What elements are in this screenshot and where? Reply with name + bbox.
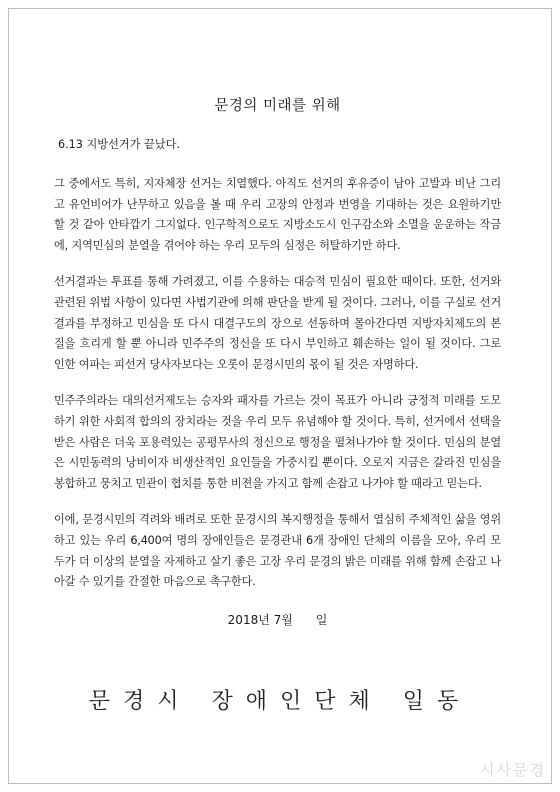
document-body — [54, 94, 501, 628]
document-title: 문경의 미래를 위해 — [214, 98, 341, 114]
paragraph-2: 선거결과는 투표를 통해 가려졌고, 이를 수용하는 대승적 민심이 필요한 때이다. 또한, 선거와 관련된 위법 사항이 있다면 사법기관에 의해 판단을 받게 될 것이다. 그러나, 이를 구실로 선거결과를 부정하고 민심을 또 다시 대결구도의 장으로 선동하며 몰아간다면 지방자치제도의 본질을 흐리게 할 뿐 아니라 민주주의 정신을 또 다시 부인하고 훼손하는 일이 될 것이다. 그로 인한 여파는 피선거 당사자보다는 오롯이 문경시민의 몫이 될 것은 자명하다. — [54, 275, 501, 371]
lead-sentence: 6.13 지방선거가 끝났다. — [58, 138, 181, 151]
paragraph-3: 민주주의라는 대의선거제도는 승자와 패자를 가르는 것이 목표가 아니라 긍정적 미래를 도모하기 위한 사회적 합의의 장치라는 것을 우리 모두 유념해야 할 것이다. 특히, 선거에서 선택을 받은 사람은 더욱 포용력있는 공평무사의 정신으로 행정을 펼쳐나가야 할 것이다. 민심의 분열은 시민동력의 낭비이자 비생산적인 요인들을 가중시킬 뿐이다. 오로지 지금은 갈라진 민심을 봉합하고 뭉치고 민관이 협치를 통한 비젼을 가지고 함께 손잡고 나가야 할 때라고 믿는다. — [54, 394, 501, 490]
paragraph-1: 그 중에서도 특히, 지자체장 선거는 치열했다. 아직도 선거의 후유증이 남아 고발과 비난 그리고 유언비어가 난무하고 있음을 볼 때 우리 고장의 안정과 번영을 기대하는 것은 요원하기만 할 것 같아 안타깝기 그지없다. 인구학적으로도 지방소도시 인구감소와 소멸을 운운하는 작금에, 지역민심의 분열을 겪어야 하는 우리 모두의 심정은 허탈하기만 하다. — [54, 177, 501, 252]
signature-line: 문경시 장애인단체 일동 — [88, 689, 472, 714]
document-date: 2018년 7월 일 — [227, 612, 328, 627]
watermark-logo: 시사문경 — [480, 761, 546, 779]
paragraph-4: 이에, 문경시민의 격려와 배려로 또한 문경시의 복지행정을 통해서 열심히 주체적인 삶을 영위하고 있는 우리 6,400여 명의 장애인들은 문경관내 6개 장애인 단체의 이름을 모아, 우리 모두가 더 이상의 분열을 자제하고 살기 좋은 고장 우리 문경의 밝은 미래를 위해 함께 손잡고 나아갈 수 있기를 간절한 마음으로 촉구한다. — [54, 513, 501, 589]
